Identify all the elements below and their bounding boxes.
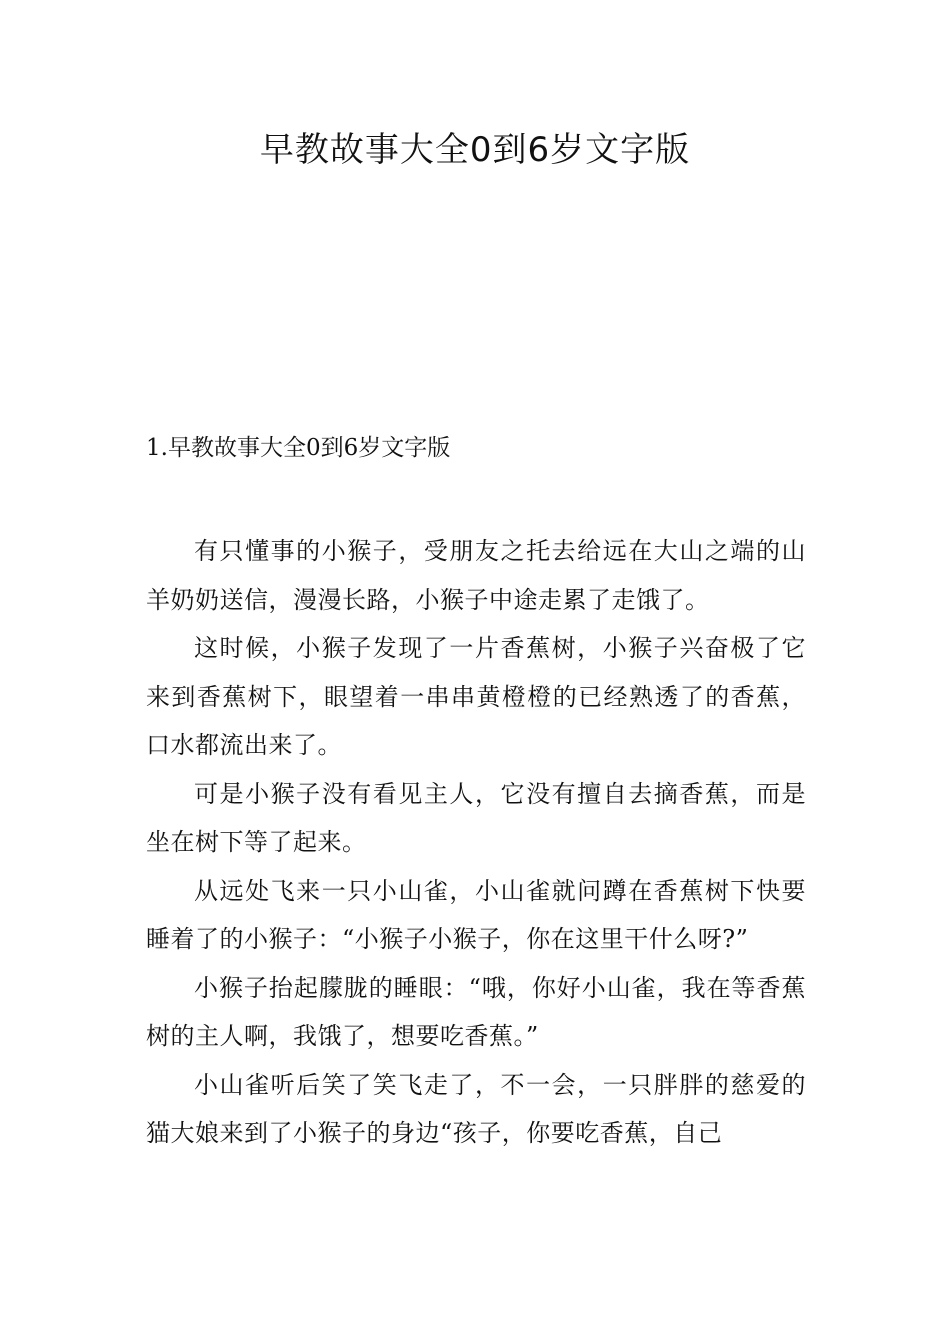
story-paragraph: 小猴子抬起朦胧的睡眼：“哦，你好小山雀，我在等香蕉树的主人啊，我饿了，想要吃香蕉。” — [146, 973, 806, 1050]
story-paragraph: 有只懂事的小猴子，受朋友之托去给远在大山之端的山羊奶奶送信，漫漫长路，小猴子中途走累了走饿了。 — [146, 537, 806, 614]
story-paragraph: 从远处飞来一只小山雀，小山雀就问蹲在香蕉树下快要睡着了的小猴子：“小猴子小猴子，你在这里干什么呀?” — [146, 876, 806, 953]
document-title: 早教故事大全0到6岁文字版 — [259, 130, 691, 170]
story-paragraph: 这时候，小猴子发现了一片香蕉树，小猴子兴奋极了它来到香蕉树下，眼望着一串串黄橙橙的已经熟透了的香蕉，口水都流出来了。 — [146, 634, 806, 759]
section-heading: 1.早教故事大全0到6岁文字版 — [146, 435, 451, 461]
story-body — [146, 527, 806, 1158]
story-paragraph: 可是小猴子没有看见主人，它没有擅自去摘香蕉，而是坐在树下等了起来。 — [146, 779, 806, 856]
story-paragraph: 小山雀听后笑了笑飞走了，不一会，一只胖胖的慈爱的猫大娘来到了小猴子的身边“孩子，你要吃香蕉，自己 — [146, 1070, 806, 1147]
